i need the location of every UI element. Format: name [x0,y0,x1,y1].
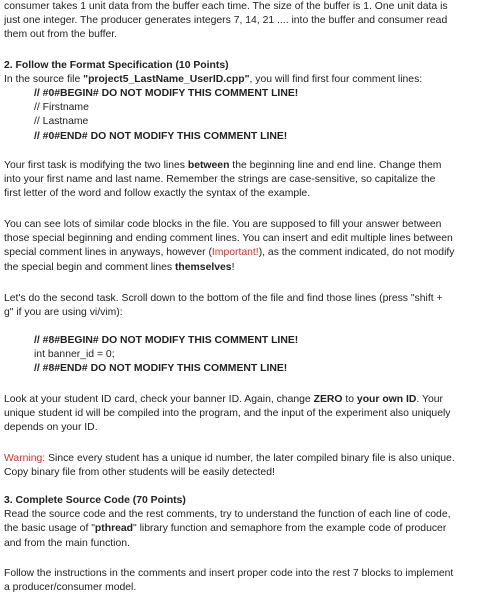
pthread-bold: pthread [94,523,134,535]
source-line-post: , you will find first four comment lines: [249,74,423,86]
section-3-text: the basic usage of " [4,523,95,535]
follow-line: Follow the instructions in the comments and insert proper code into the rest 7 blocks to implement [4,568,454,579]
id-line: depends on your ID. [4,422,98,434]
blocks-line: those special beginning and ending comment lines. You can insert and edit multiple lines between [4,233,453,245]
comment-block-0 [34,87,489,144]
warning-paragraph [4,452,484,480]
task-2-paragraph [4,292,484,320]
warning-line: Copy binary file from other students will be easily detected! [4,467,275,479]
task-1-line: into your first name and last name. Remember the strings are case-sensitive, so capitalize the [4,174,436,186]
task-1-text: the beginning line and end line. Change them [229,160,442,171]
task-2-line: g" if you are using vi/vim): [4,307,123,319]
id-text: to [342,394,357,405]
task-1-bold: between [187,160,230,171]
comment-line-begin: // #0#BEGIN# DO NOT MODIFY THIS COMMENT LINE! [34,88,299,99]
task-1-line [4,159,484,173]
blocks-text: ! [231,261,235,273]
code-block-8 [34,334,489,377]
section-3-text: " library function and semaphore from the example code of producer [133,523,447,535]
comment-line-firstname: // Firstname [34,102,89,114]
task-2-line: Let's do the second task. Scroll down to the bottom of the file and find those lines (press "shift + [4,293,443,304]
intro-line: just one integer. The producer generates integers 7, 14, 21 .... into the buffer and consumer read [4,15,448,27]
important-note: Important! [211,247,259,259]
blocks-line: You can see lots of similar code blocks in the file. You are supposed to fill your answer between [4,219,442,230]
section-3-line: Read the source code and the rest comments, try to understand the function of each line of code, [4,509,451,521]
section-3-heading: 3. Complete Source Code (70 Points) [4,495,186,506]
task-1-line: first letter of the word and follow exactly the syntax of the example. [4,188,311,200]
source-file-line [4,73,484,87]
blocks-paragraph [4,218,484,275]
blocks-line [4,261,484,275]
warning-text: Since every student has a unique id number, the later compiled binary file is also unique. [45,453,455,464]
id-paragraph [4,393,484,436]
section-2-header [4,59,484,87]
intro-line: them out from the buffer. [4,29,118,41]
source-line-pre: In the source file [4,74,84,86]
blocks-line [4,246,484,260]
task-1-text: Your first task is modifying the two lines [4,160,188,171]
source-file-name: "project5_LastName_UserID.cpp" [83,74,250,86]
task-1-paragraph [4,159,484,202]
blocks-bold: themselves [174,261,232,273]
section-3-line [4,522,484,536]
warning-line [4,452,484,466]
comment-line-lastname: // Lastname [34,116,89,128]
id-text: Look at your student ID card, check your banner ID. Again, change [4,394,314,405]
section-2-heading: 2. Follow the Format Specification (10 Points) [4,60,229,71]
follow-paragraph [4,567,484,595]
blocks-text: special comment lines in anyways, however ( [4,247,212,259]
id-line: unique student id will be compiled into the program, and the input of the experiment also uniquely [4,408,451,420]
warning-label: Warning: [4,453,46,464]
follow-line: a producer/consumer model. [4,582,137,594]
code-line-end: // #8#END# DO NOT MODIFY THIS COMMENT LINE! [34,363,288,375]
code-line-begin: // #8#BEGIN# DO NOT MODIFY THIS COMMENT LINE! [34,335,299,346]
comment-line-end: // #0#END# DO NOT MODIFY THIS COMMENT LINE! [34,130,288,142]
section-3-line: and from the main function. [4,537,130,549]
id-bold: your own ID [356,394,417,405]
code-line-banner-id: int banner_id = 0; [34,349,115,361]
id-text: . Your [416,394,443,405]
id-bold: ZERO [313,394,343,405]
section-3 [4,494,484,551]
intro-line: consumer takes 1 unit data from the buffer each time. The size of the buffer is 1. One unit data is [4,1,448,12]
blocks-text: the special begin and comment lines [4,261,175,273]
intro-paragraph [4,0,484,43]
id-line [4,393,484,407]
blocks-text: ), as the comment indicated, do not modify [258,247,455,259]
